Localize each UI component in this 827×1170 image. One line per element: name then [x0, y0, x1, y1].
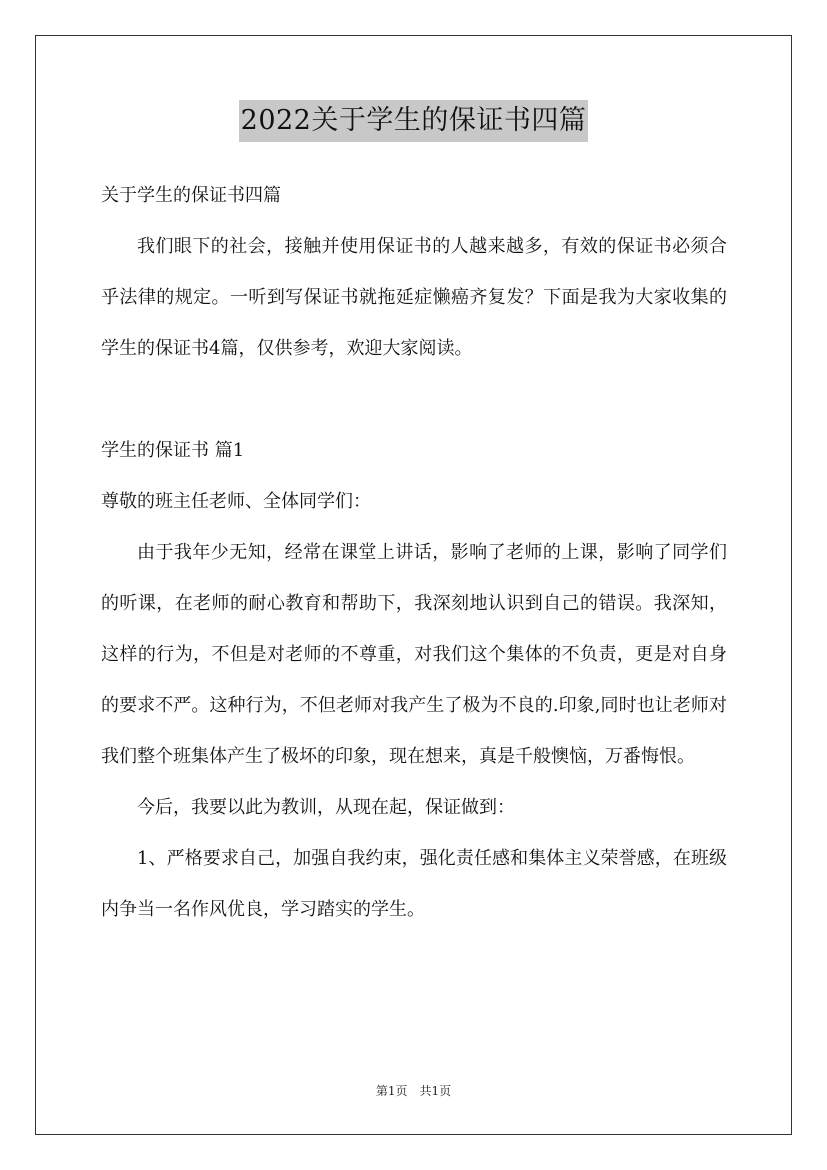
body-paragraph-2: 今后，我要以此为教训，从现在起，保证做到：	[137, 797, 515, 818]
page-number: 第1页	[375, 1084, 408, 1098]
intro-paragraph: 我们眼下的社会，接触并使用保证书的人越来越多，有效的保证书必须合乎法律的规定。一听到写保证书就拖延症懒癌齐复发？下面是我为大家收集的学生的保证书4篇，仅供参考，欢迎大家阅读。	[101, 236, 727, 359]
page-total: 共1页	[419, 1084, 452, 1098]
document-body	[101, 170, 727, 935]
document-title: 2022关于学生的保证书四篇	[239, 100, 589, 142]
title-area	[0, 100, 827, 142]
document-subtitle: 关于学生的保证书四篇	[101, 185, 281, 206]
body-paragraph-3: 1、严格要求自己，加强自我约束，强化责任感和集体主义荣誉感，在班级内争当一名作风优良，学习踏实的学生。	[101, 848, 727, 920]
body-paragraph-1: 由于我年少无知，经常在课堂上讲话，影响了老师的上课，影响了同学们的听课，在老师的耐心教育和帮助下，我深刻地认识到自己的错误。我深知，这样的行为，不但是对老师的不尊重，对我们这个集体的不负责，更是对自身的要求不严。这种行为，不但老师对我产生了极为不良的.印象,同时也让老师对我们整个班集体产生了极坏的印象，现在想来，真是千般懊恼，万番悔恨。	[101, 542, 727, 767]
salutation: 尊敬的班主任老师、全体同学们：	[101, 491, 371, 512]
section-heading: 学生的保证书 篇1	[101, 440, 245, 461]
spacer	[101, 374, 727, 425]
page-footer	[0, 1081, 827, 1101]
